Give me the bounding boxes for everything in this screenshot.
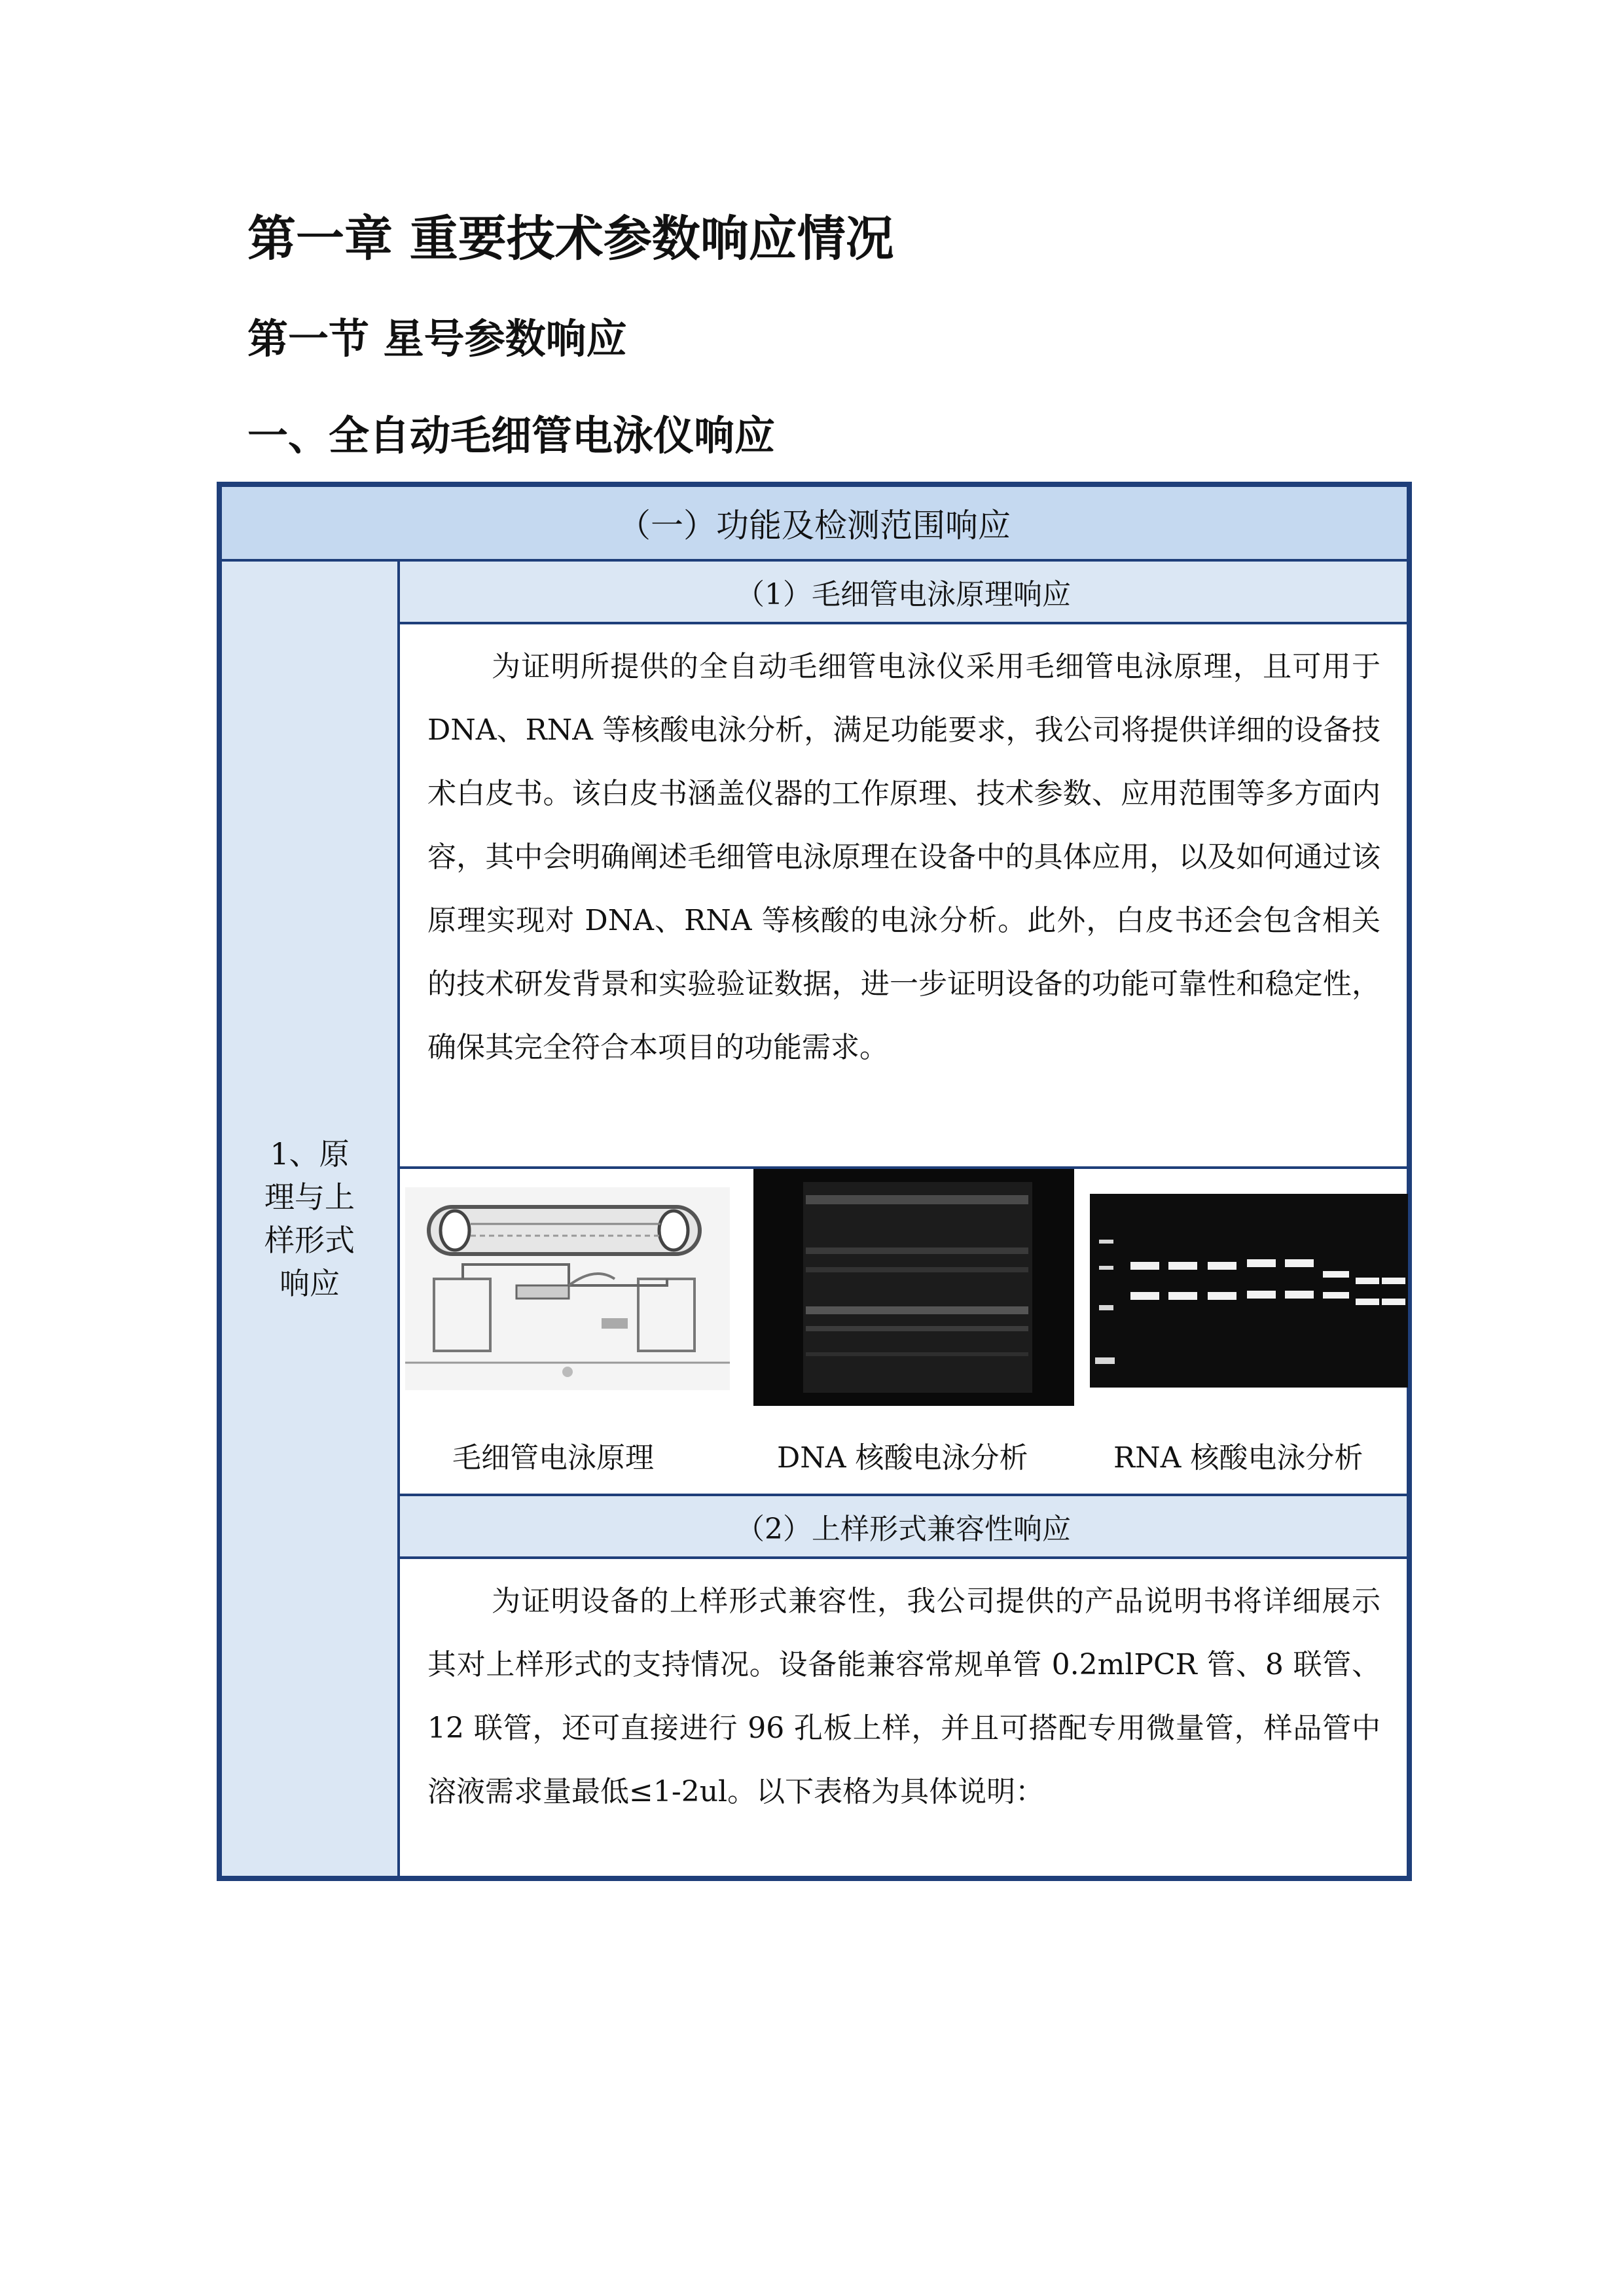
subsection-heading: 一、全自动毛细管电泳仪响应 — [247, 412, 776, 459]
chapter-heading: 第一章 重要技术参数响应情况 — [247, 211, 894, 267]
table-header: （一）功能及检测范围响应 — [222, 487, 1407, 562]
figure-row — [400, 1169, 1407, 1496]
dna-gel-image — [753, 1169, 1074, 1406]
figure-caption: DNA 核酸电泳分析 — [777, 1441, 1028, 1475]
part1-text: 为证明所提供的全自动毛细管电泳仪采用毛细管电泳原理，且可用于 DNA、RNA 等核酸电泳分析，满足功能要求，我公司将提供详细的设备技术白皮书。该白皮书涵盖仪器的工作原理、技术参数、应用范围等多方面内容，其中会明确阐述毛细管电泳原理在设备中的具体应用，以及如何通过该原理实现对 DNA、RNA 等核酸的电泳分析。此外，白皮书还会包含相关的技术研发背景和实验验证数据，进一步证明设备的功能可靠性和稳定性，确保其完全符合本项目的功能需求。 — [400, 624, 1407, 1169]
row-label-cell — [222, 562, 400, 1876]
response-table — [217, 482, 1412, 1881]
part2-text: 为证明设备的上样形式兼容性，我公司提供的产品说明书将详细展示其对上样形式的支持情况。设备能兼容常规单管 0.2mlPCR 管、8 联管、12 联管，还可直接进行 96 孔板上样，并且可搭配专用微量管，样品管中溶液需求量最低≤1-2ul。以下表格为具体说明： — [427, 1585, 1380, 1808]
part2-title: （2）上样形式兼容性响应 — [400, 1496, 1407, 1559]
rna-gel-image — [1090, 1194, 1408, 1388]
row-label: 1、原理与上样形式响应 — [264, 1136, 355, 1301]
section-heading: 第一节 星号参数响应 — [247, 315, 627, 363]
capillary-diagram-image — [405, 1187, 730, 1390]
part1-title: （1）毛细管电泳原理响应 — [400, 562, 1407, 624]
figure-caption: RNA 核酸电泳分析 — [1113, 1441, 1363, 1475]
figure-caption: 毛细管电泳原理 — [452, 1441, 654, 1475]
